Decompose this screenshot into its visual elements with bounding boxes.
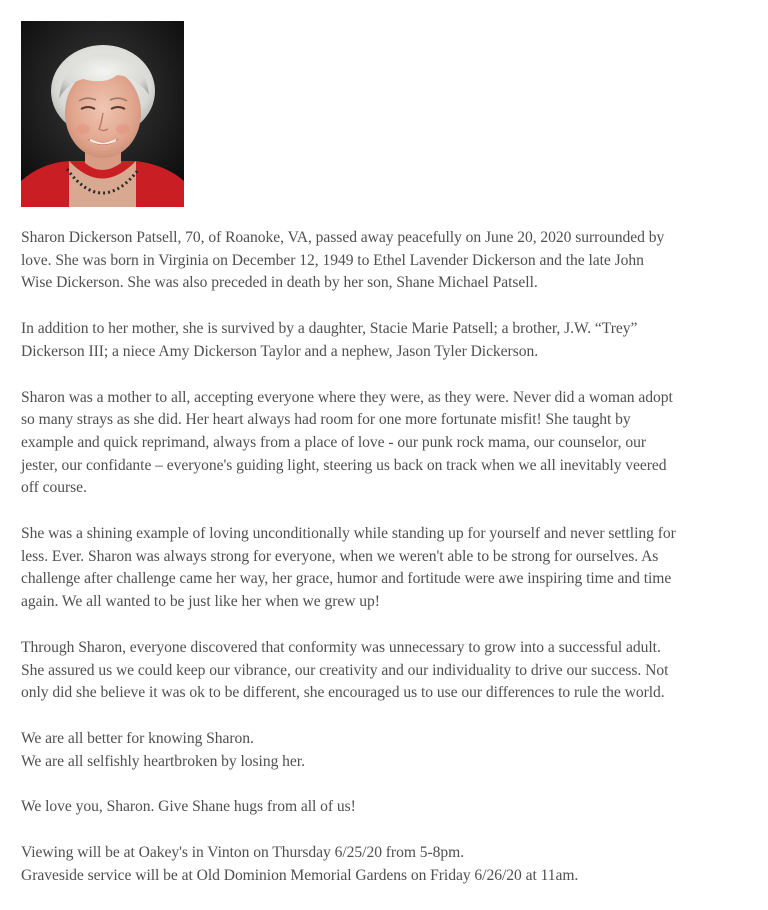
obituary-paragraph-better: [21, 728, 751, 773]
text-line: only did she believe it was ok to be different, she encouraged us to use our differences to rule the world.: [21, 684, 665, 702]
text-line: love. She was born in Virginia on December 12, 1949 to Ethel Lavender Dickerson and the late John: [21, 251, 644, 269]
obituary-paragraph-conformity: [21, 637, 751, 705]
obituary-text: [21, 227, 751, 910]
text-line: Wise Dickerson. She was also preceded in death by her son, Shane Michael Patsell.: [21, 274, 538, 292]
text-line: Through Sharon, everyone discovered that conformity was unnecessary to grow into a successful adult.: [21, 638, 661, 656]
text-line: Graveside service will be at Old Dominion Memorial Gardens on Friday 6/26/20 at 11am.: [21, 866, 579, 884]
text-line: We are all selfishly heartbroken by losing her.: [21, 752, 305, 770]
obituary-paragraph-survivors: [21, 318, 751, 363]
text-line: She assured us we could keep our vibrance, our creativity and our individuality to drive our success. Not: [21, 661, 669, 679]
text-line: off course.: [21, 479, 87, 497]
text-line: Sharon was a mother to all, accepting everyone where they were, as they were. Never did a woman adopt: [21, 388, 673, 406]
text-line: Sharon Dickerson Patsell, 70, of Roanoke, VA, passed away peacefully on June 20, 2020 surrounded by: [21, 229, 665, 246]
text-line: example and quick reprimand, always from a place of love - our punk rock mama, our counselor, our: [21, 433, 646, 451]
obituary-paragraph-example: [21, 523, 751, 614]
text-line: less. Ever. Sharon was always strong for everyone, when we weren't able to be strong for ourselves. As: [21, 547, 659, 565]
obituary-paragraph-services: [21, 842, 751, 887]
text-line: challenge after challenge came her way, her grace, humor and fortitude were awe inspiring time and time: [21, 570, 672, 588]
obituary-paragraph-mother: [21, 387, 751, 501]
text-line: She was a shining example of loving unconditionally while standing up for yourself and never settling for: [21, 525, 676, 543]
portrait-photo-icon: [21, 21, 184, 207]
text-line: again. We all wanted to be just like her when we grew up!: [21, 593, 380, 611]
text-line: Viewing will be at Oakey's in Vinton on Thursday 6/25/20 from 5-8pm.: [21, 844, 465, 862]
obituary-paragraph-intro: [21, 227, 751, 295]
text-line: We love you, Sharon. Give Shane hugs from all of us!: [21, 798, 356, 816]
text-line: Dickerson III; a niece Amy Dickerson Taylor and a nephew, Jason Tyler Dickerson.: [21, 342, 539, 360]
text-line: We are all better for knowing Sharon.: [21, 729, 254, 747]
text-line: so many strays as she did. Her heart always had room for one more fortunate misfit! She taught by: [21, 411, 631, 429]
text-line: jester, our confidante – everyone's guiding light, steering us back on track when we all inevitably veered: [21, 456, 667, 474]
text-line: In addition to her mother, she is survived by a daughter, Stacie Marie Patsell; a brother, J.W. “Trey”: [21, 320, 638, 338]
obituary-paragraph-love: [21, 796, 751, 819]
portrait-photo: [21, 21, 184, 207]
